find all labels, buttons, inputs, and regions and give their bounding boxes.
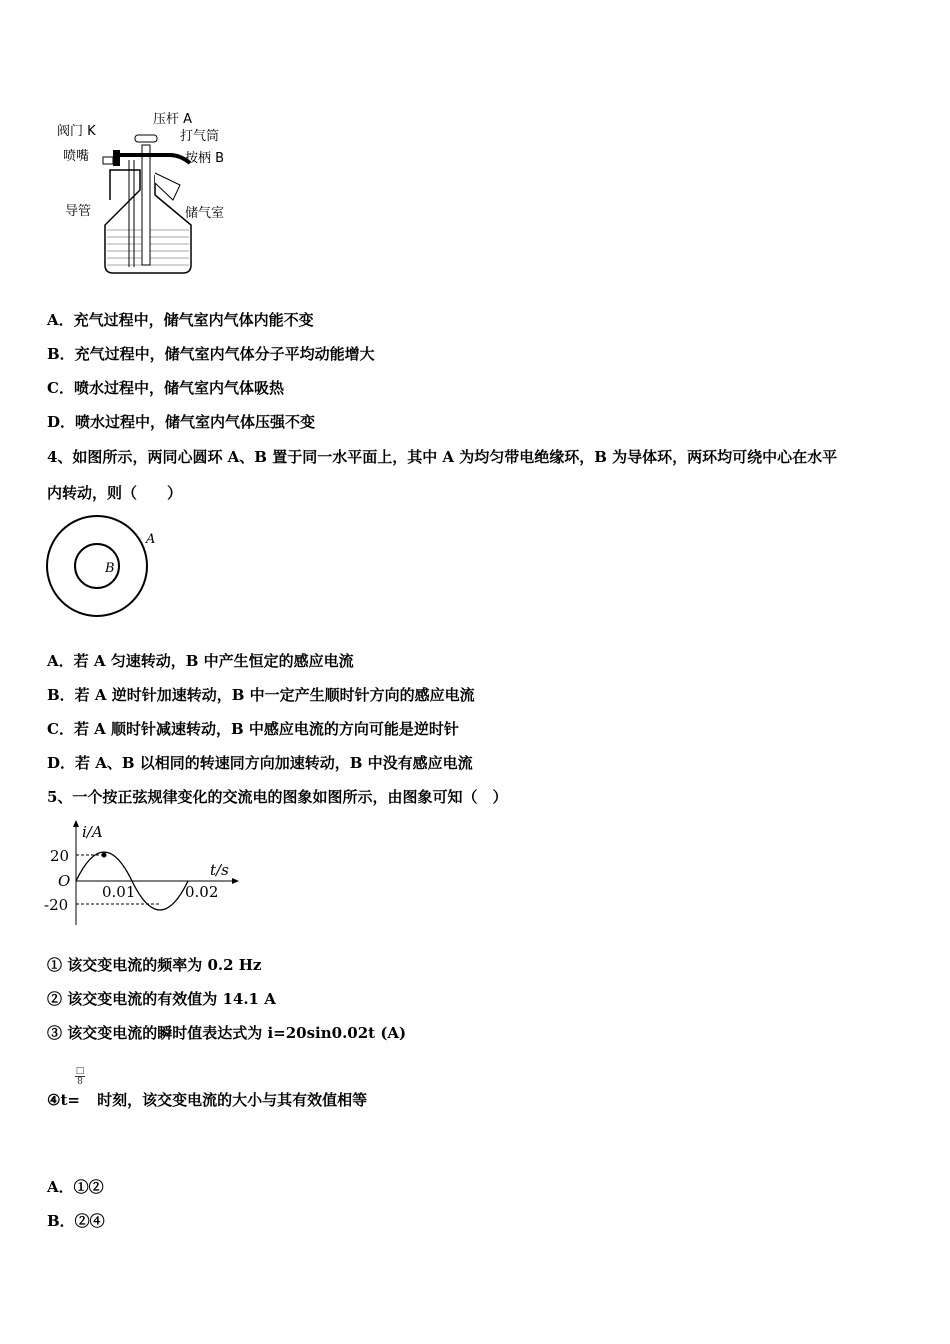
statement-4-prefix: ④t=	[47, 1091, 80, 1109]
x-axis-label: t/s	[210, 861, 229, 879]
ring-a-label: A	[146, 532, 156, 547]
label-press-rod: 压杆 A	[153, 112, 193, 127]
statement-1: ① 该交变电流的频率为 0.2 Hz	[47, 956, 262, 974]
sprayer-figure	[55, 105, 250, 275]
q4-stem-line1: 4、如图所示，两同心圆环 A、B 置于同一水平面上，其中 A 为均匀带电绝缘环，B 为导体环，两环均可绕中心在水平	[47, 448, 838, 466]
origin-label: O	[58, 872, 71, 890]
q5-option-a: A．①②	[47, 1178, 104, 1196]
statement-2: ② 该交变电流的有效值为 14.1 A	[47, 990, 276, 1008]
x-tick-002: 0.02	[185, 883, 219, 901]
label-pump: 打气筒	[180, 129, 220, 144]
y-axis-label: i/A	[82, 823, 103, 841]
rings-figure	[45, 515, 165, 620]
q4-option-a: A．若 A 匀速转动，B 中产生恒定的感应电流	[47, 652, 354, 670]
q5-stem: 5、一个按正弦规律变化的交流电的图象如图所示，由图象可知（ ）	[47, 788, 508, 806]
fraction-numerator: □	[75, 1066, 85, 1076]
label-chamber: 储气室	[185, 206, 225, 221]
q3-option-d: D．喷水过程中，储气室内气体压强不变	[47, 413, 316, 431]
q4-option-d: D．若 A、B 以相同的转速同方向加速转动，B 中没有感应电流	[47, 754, 473, 772]
q4-option-c: C．若 A 顺时针减速转动，B 中感应电流的方向可能是逆时针	[47, 720, 459, 738]
label-tube: 导管	[65, 204, 92, 219]
q3-option-a: A．充气过程中，储气室内气体内能不变	[47, 311, 314, 329]
ac-graph	[42, 815, 242, 930]
y-tick-20: 20	[50, 847, 70, 865]
ring-b-label: B	[105, 561, 115, 576]
x-tick-001: 0.01	[102, 883, 136, 901]
q4-stem-line2: 内转动，则（ ）	[47, 484, 183, 502]
fraction-denominator: 8	[75, 1076, 85, 1087]
q3-option-b: B．充气过程中，储气室内气体分子平均动能增大	[47, 345, 375, 363]
fraction	[75, 1066, 85, 1087]
statement-3: ③ 该交变电流的瞬时值表达式为 i=20sin0.02t (A)	[47, 1024, 407, 1042]
label-handle: 按柄 B	[185, 151, 225, 166]
q5-option-b: B．②④	[47, 1212, 105, 1230]
q3-option-c: C．喷水过程中，储气室内气体吸热	[47, 379, 284, 397]
label-valve: 阀门 K	[57, 124, 96, 139]
y-tick-neg20: -20	[44, 896, 69, 914]
statement-4	[47, 1090, 367, 1110]
q4-option-b: B．若 A 逆时针加速转动，B 中一定产生顺时针方向的感应电流	[47, 686, 475, 704]
label-nozzle: 喷嘴	[63, 149, 90, 164]
statement-4-suffix: 时刻，该交变电流的大小与其有效值相等	[91, 1091, 368, 1109]
